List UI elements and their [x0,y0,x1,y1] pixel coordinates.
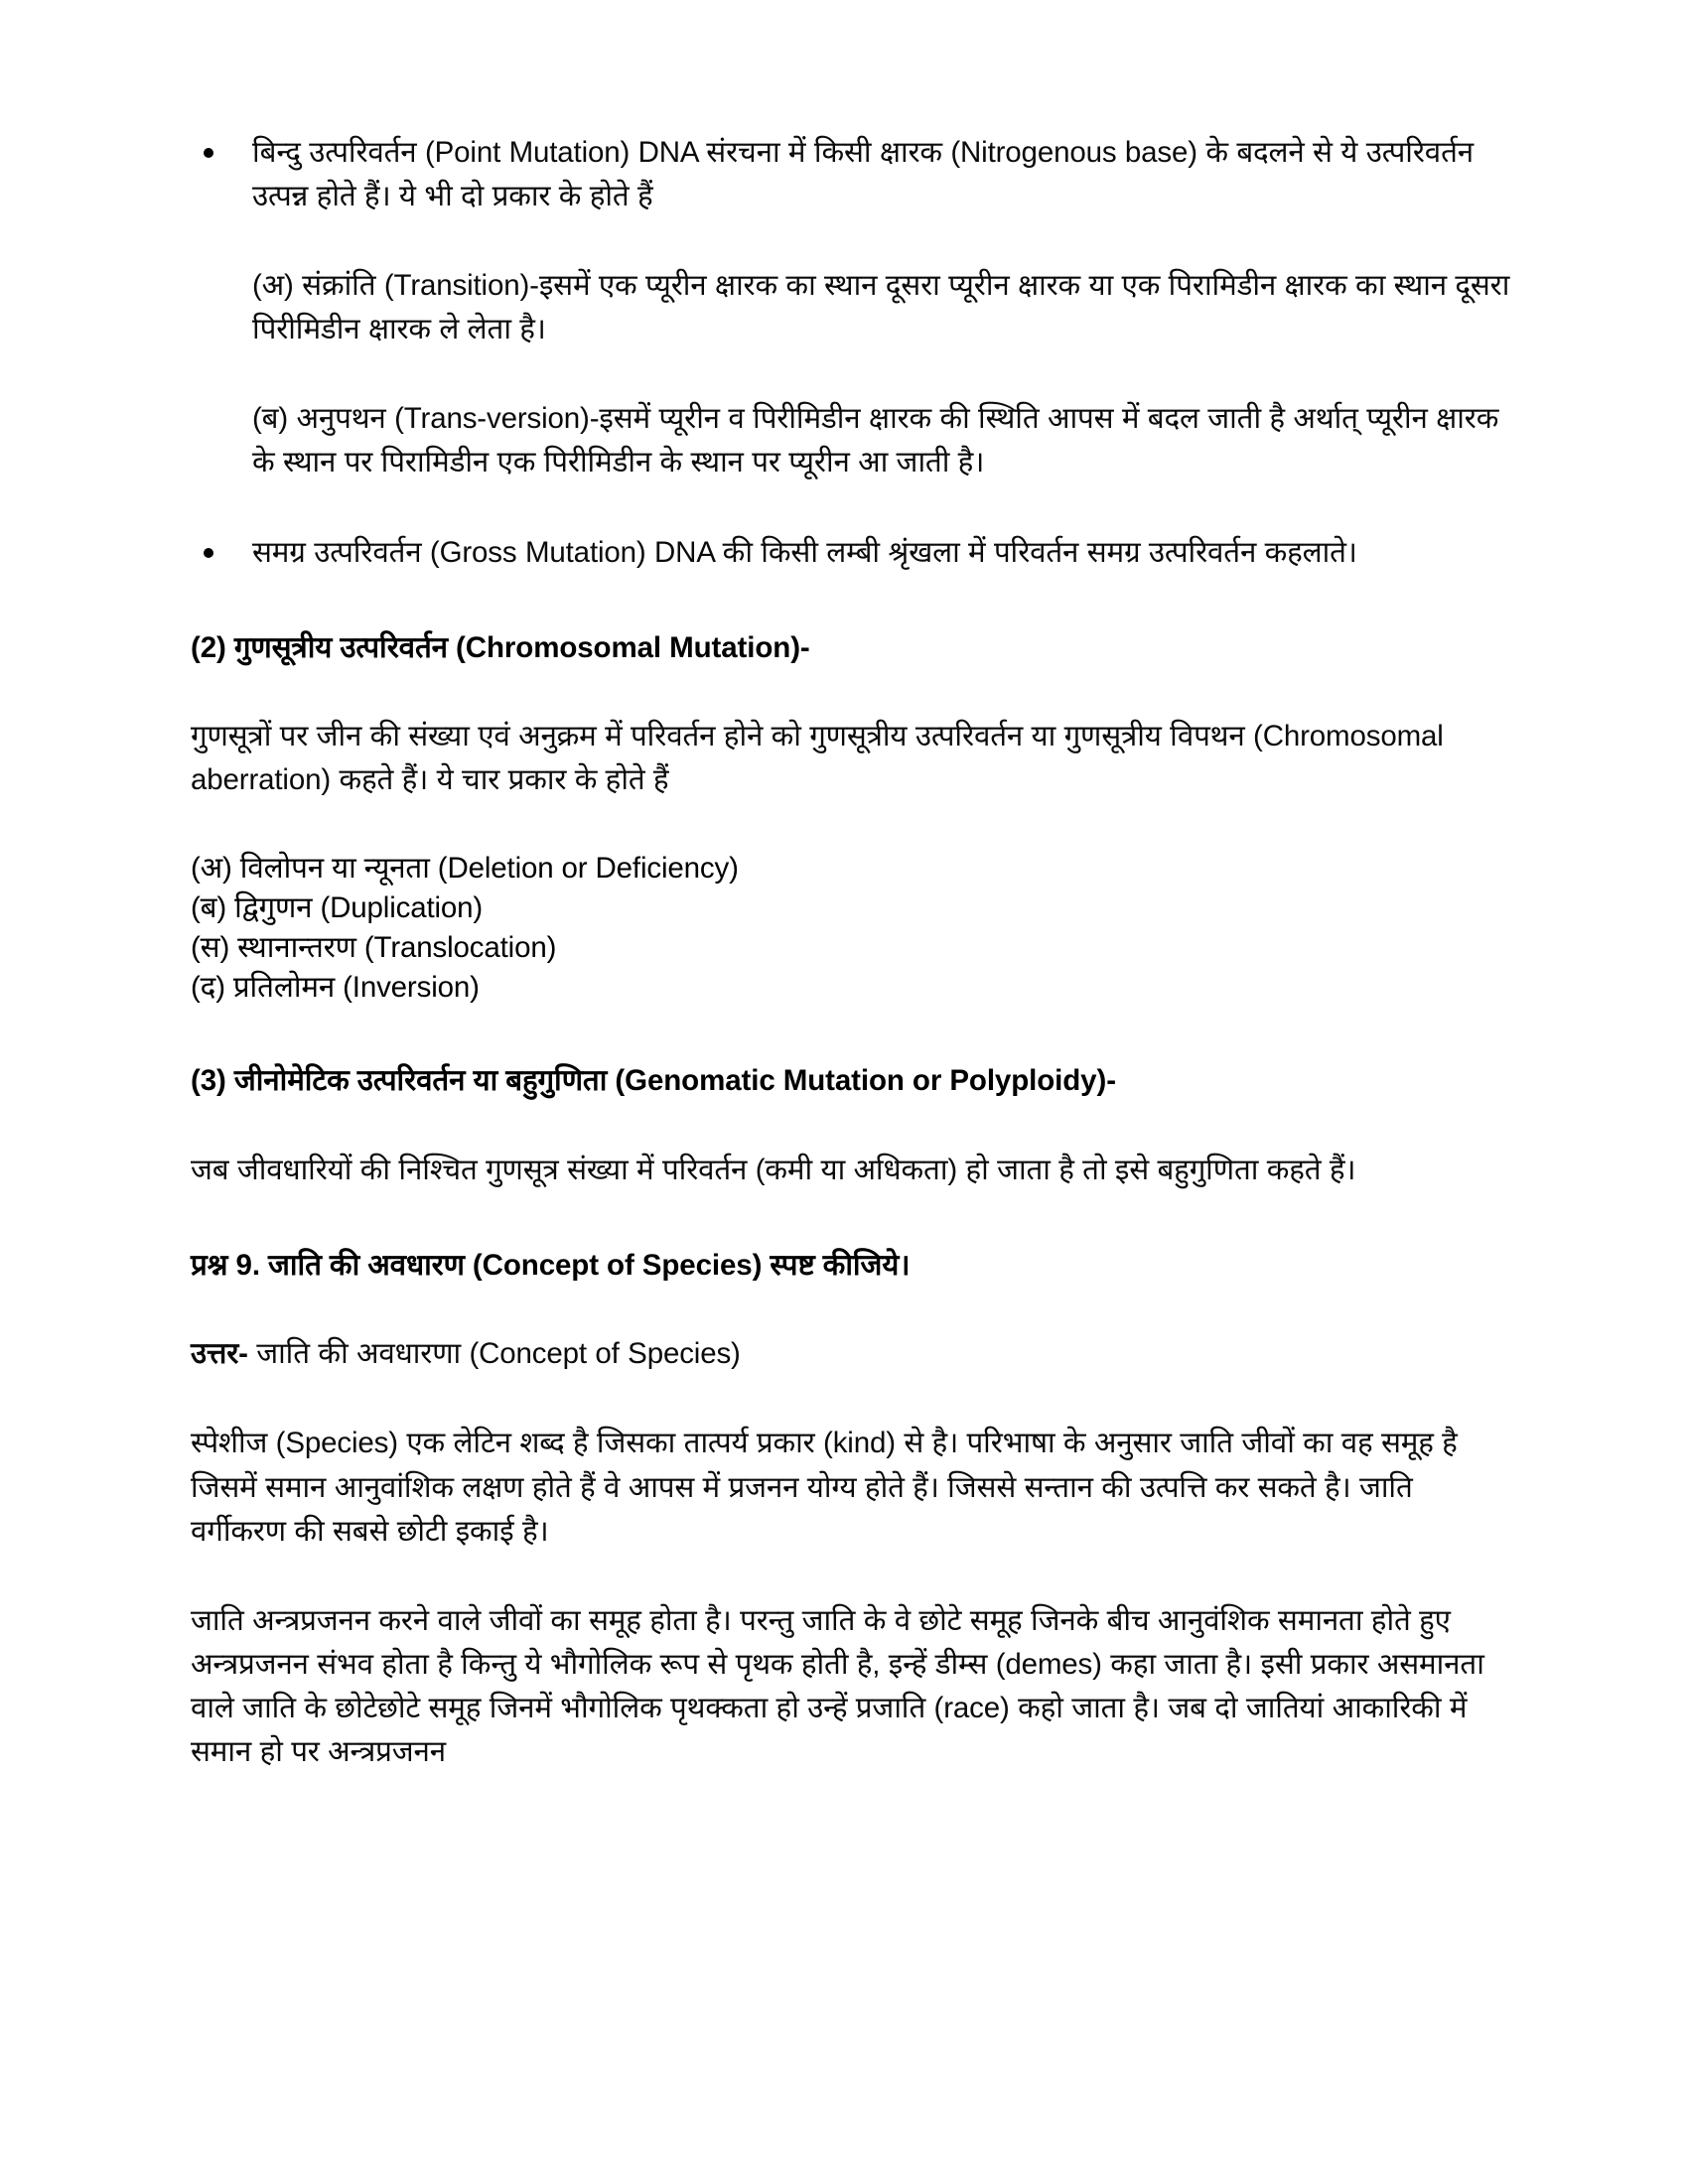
point-mutation-list [191,131,1511,218]
transversion-text: (ब) अनुपथन (Trans-version)-इसमें प्यूरीन व पिरीमिडीन क्षारक की स्थिति आपस में बदल जाती है अर्थात् प्यूरीन क्षारक के स्थान पर पिरामिडीन एक पिरीमिडीन के स्थान पर प्यूरीन आ जाती है। [252,402,1499,479]
spacer [191,803,1511,849]
transversion-block [191,397,1511,484]
list-item: (द) प्रतिलोमन (Inversion) [191,970,480,1004]
spacer [191,575,1511,626]
spacer [191,1192,1511,1244]
page-content [191,131,1511,1774]
species-paragraph-1: स्पेशीज (Species) एक लेटिन शब्द है जिसका तात्पर्य प्रकार (kind) से है। परिभाषा के अनुसार जाति जीवों का वह समूह है जिसमें समान आनुवांशिक लक्षण होते हैं वे आपस में प्रजनन योग्य होते हैं। जिससे सन्तान की उत्पत्ति कर सकते है। जाति वर्गीकरण की सबसे छोटी इकाई है। [191,1427,1458,1548]
species-paragraph-2: जाति अन्त्रप्रजनन करने वाले जीवों का समूह होता है। परन्तु जाति के वे छोटे समूह जिनके बीच आनुवंशिक समानता होते हुए अन्त्रप्रजनन संभव होता है किन्तु ये भौगोलिक रूप से पृथक होती है, इन्हें डीम्स (demes) कहा जाता है। इसी प्रकार असमानता वाले जाति के छोटेछोटे समूह जिनमें भौगोलिक पृथक्कता हो उन्हें प्रजाति (race) कहो जाता है। जब दो जातियां आकारिकी में समान हो पर अन्त्रप्रजनन [191,1603,1484,1768]
answer-label: उत्तर- [191,1337,248,1371]
chromosomal-mutation-paragraph: गुणसूत्रों पर जीन की संख्या एवं अनुक्रम में परिवर्तन होने को गुणसूत्रीय उत्परिवर्तन या गुणसूत्रीय विपथन (Chromosomal aberration) कहते हैं। ये चार प्रकार के होते हैं [191,720,1444,797]
answer-line [191,1332,1511,1376]
list-item: (ब) द्विगुणन (Duplication) [191,890,484,924]
list-item: (स) स्थानान्तरण (Translocation) [191,930,557,964]
spacer [191,351,1511,397]
spacer [191,485,1511,531]
spacer [191,1376,1511,1422]
question-9-heading: प्रश्न 9. जाति की अवधारण (Concept of Species) स्पष्ट कीजिये। [191,1248,911,1282]
transition-text: (अ) संक्रांति (Transition)-इसमें एक प्यूरीन क्षारक का स्थान दूसरा प्यूरीन क्षारक या एक पिरामिडीन क्षारक का स्थान दूसरा पिरीमिडीन क्षारक ले लेता है। [252,269,1510,346]
answer-title: जाति की अवधारणा (Concept of Species) [247,1337,741,1371]
chromosomal-types-list [191,849,1511,1008]
spacer [191,1103,1511,1149]
list-item [191,531,1511,575]
spacer [191,669,1511,715]
gross-mutation-list [191,531,1511,575]
bullet-dot-icon [204,548,213,558]
bullet-dot-icon [204,148,213,158]
point-mutation-text: बिन्दु उत्परिवर्तन (Point Mutation) DNA संरचना में किसी क्षारक (Nitrogenous base) के बदलने से ये उत्परिवर्तन उत्पन्न होते हैं। ये भी दो प्रकार के होते हैं [252,136,1474,213]
gross-mutation-text: समग्र उत्परिवर्तन (Gross Mutation) DNA की किसी लम्बी श्रृंखला में परिवर्तन समग्र उत्परिवर्तन कहलाते। [252,535,1357,569]
spacer [191,218,1511,264]
heading-genomatic-mutation: (3) जीनोमेटिक उत्परिवर्तन या बहुगुणिता (Genomatic Mutation or Polyploidy)- [191,1063,1116,1097]
spacer [191,1008,1511,1059]
spacer [191,1554,1511,1599]
polyploidy-paragraph: जब जीवधारियों की निश्चित गुणसूत्र संख्या में परिवर्तन (कमी या अधिकता) हो जाता है तो इसे बहुगुणिता कहते हैं। [191,1153,1356,1186]
transition-block [191,264,1511,351]
heading-chromosomal-mutation: (2) गुणसूत्रीय उत्परिवर्तन (Chromosomal Mutation)- [191,630,810,664]
list-item [191,131,1511,218]
list-item: (अ) विलोपन या न्यूनता (Deletion or Deficiency) [191,851,739,885]
spacer [191,1287,1511,1332]
